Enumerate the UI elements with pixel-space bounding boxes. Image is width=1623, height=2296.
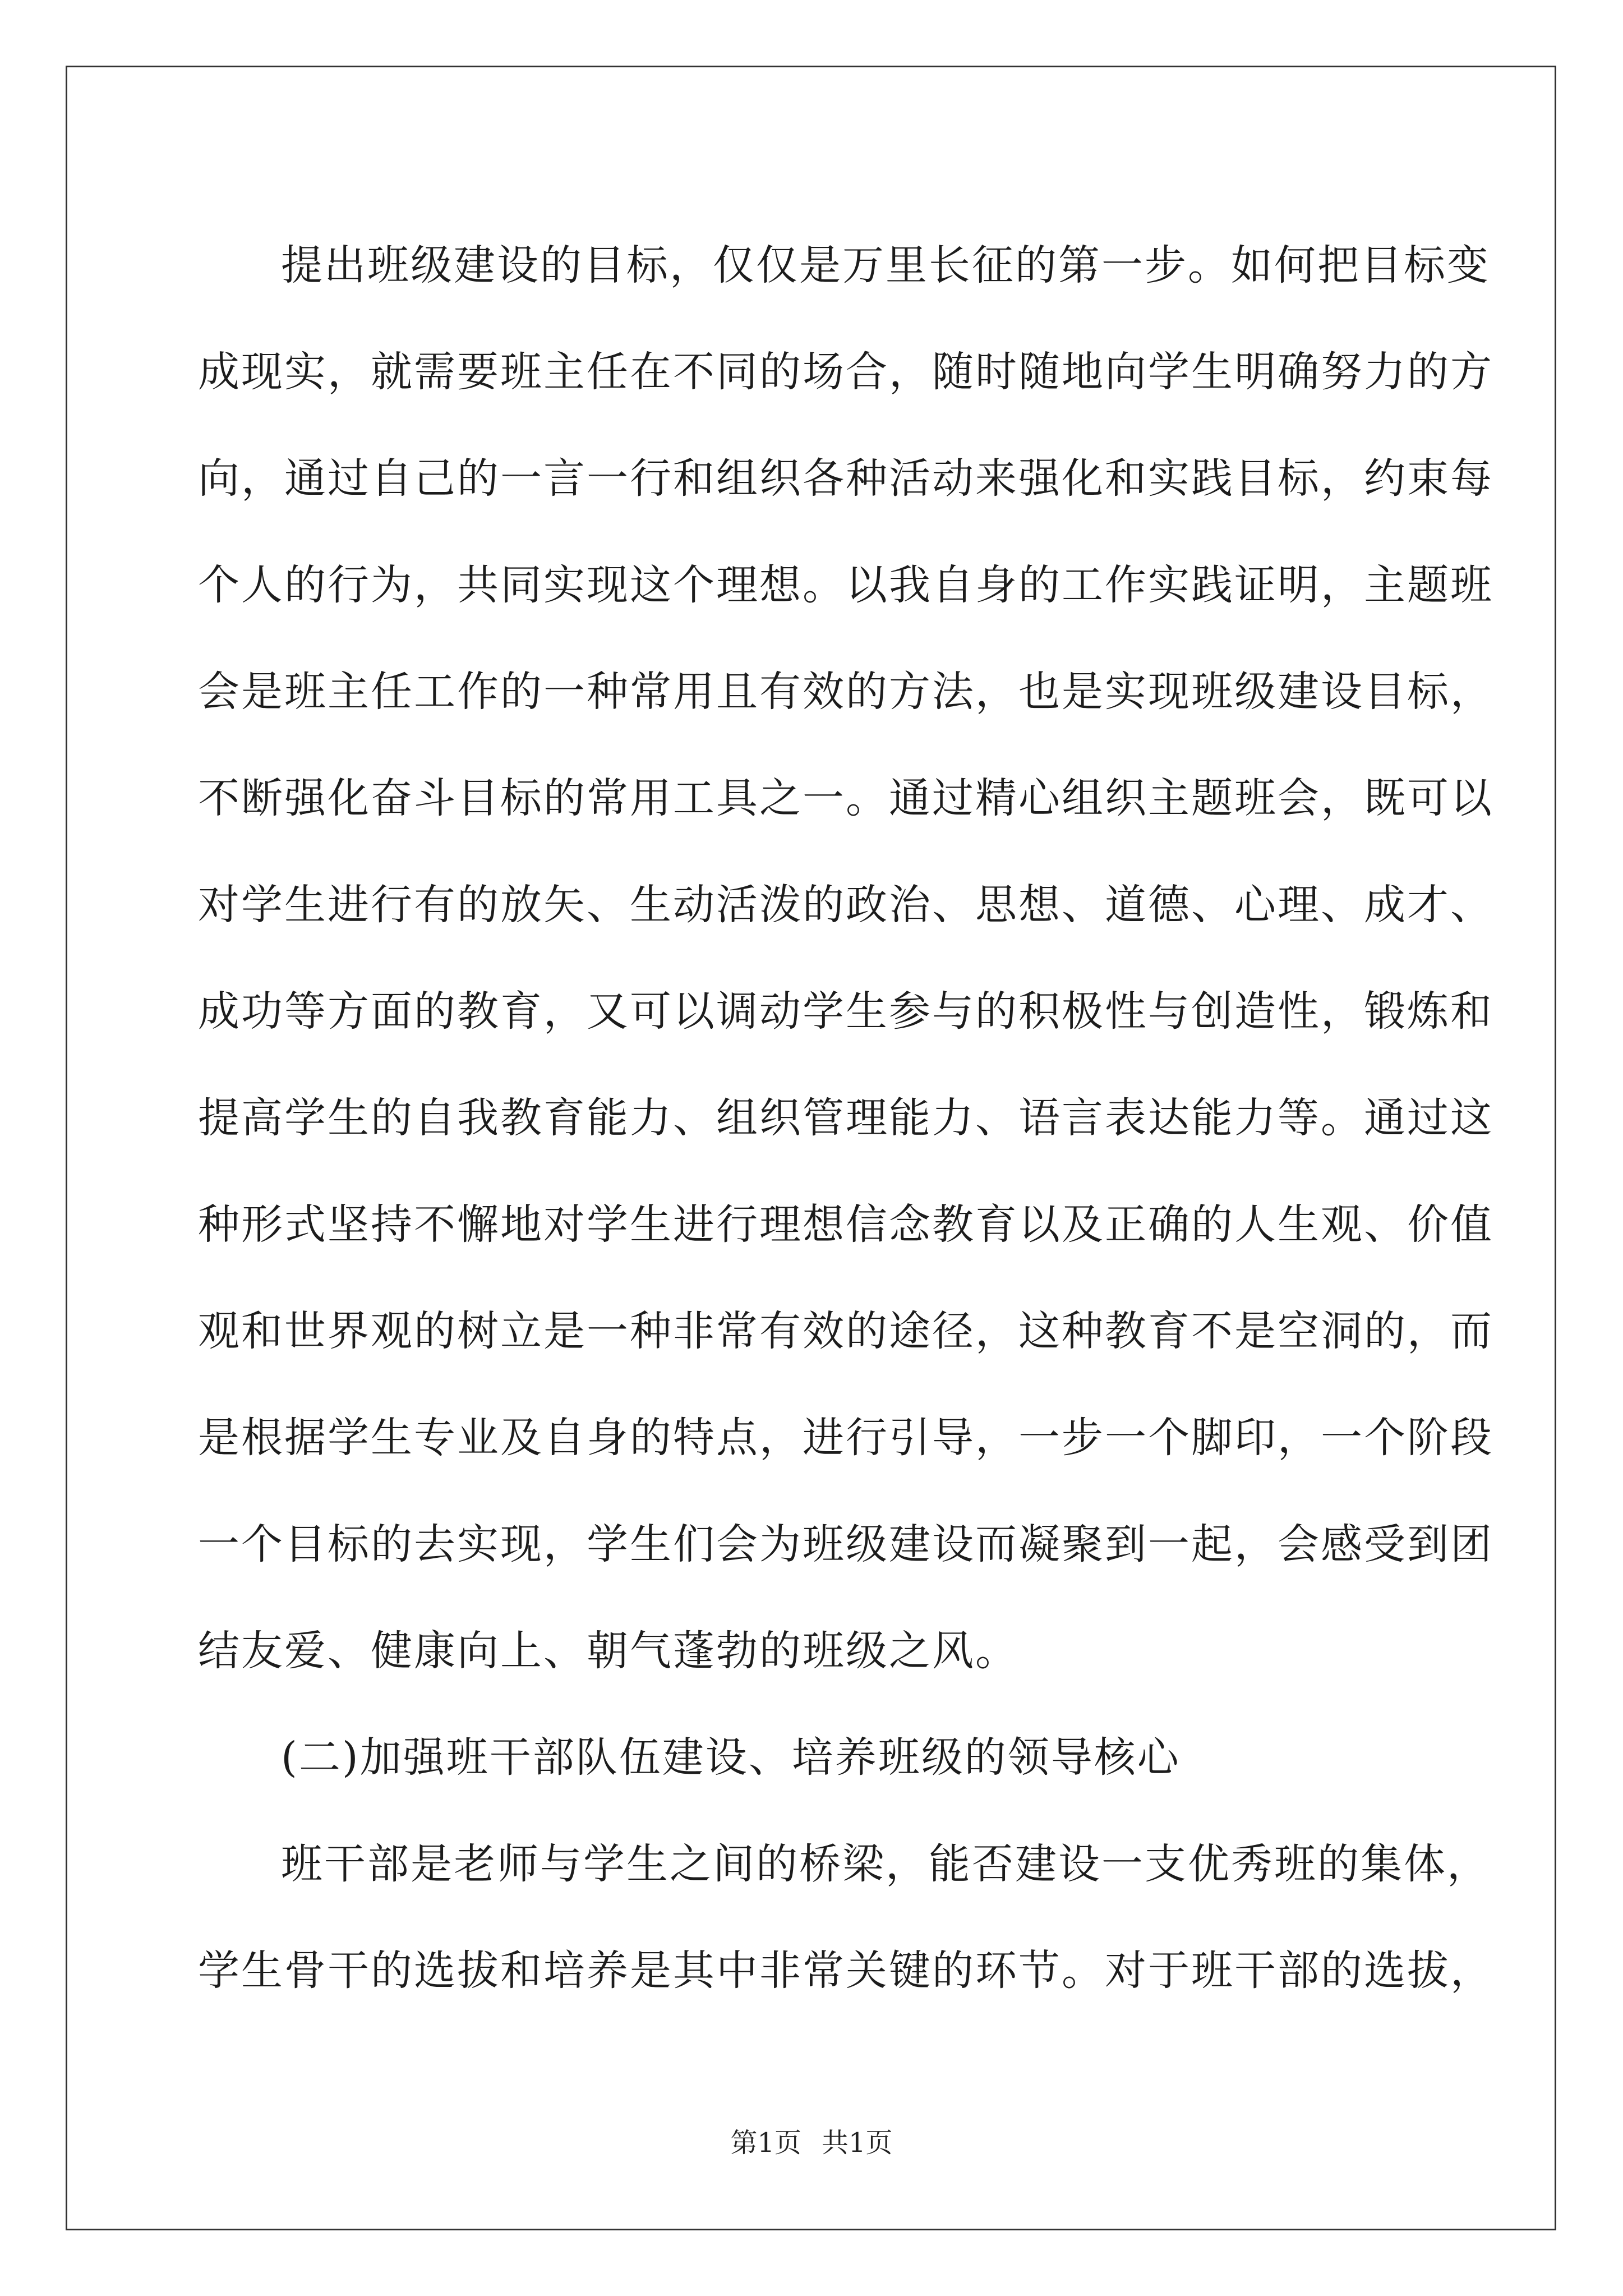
paragraph-1-line-9: 提高学生的自我教育能力、组织管理能力、语言表达能力等。通过这	[198, 1094, 1493, 1142]
paragraph-1-line-13: 一个目标的去实现，学生们会为班级建设而凝聚到一起，会感受到团	[198, 1520, 1493, 1568]
paragraph-1-line-4: 个人的行为，共同实现这个理想。以我自身的工作实践证明，主题班	[198, 561, 1493, 609]
paragraph-1-line-7: 对学生进行有的放矢、生动活泼的政治、思想、道德、心理、成才、	[198, 881, 1493, 929]
paragraph-2-line-1: 班干部是老师与学生之间的桥梁，能否建设一支优秀班的集体，	[281, 1840, 1490, 1888]
page-footer	[0, 2126, 1623, 2160]
paragraph-1-line-2: 成现实，就需要班主任在不同的场合，随时随地向学生明确努力的方	[198, 348, 1493, 396]
paragraph-1-line-8: 成功等方面的教育，又可以调动学生参与的积极性与创造性，锻炼和	[198, 987, 1493, 1036]
paragraph-1-line-5: 会是班主任工作的一种常用且有效的方法，也是实现班级建设目标，	[198, 668, 1493, 716]
paragraph-1-line-11: 观和世界观的树立是一种非常有效的途径，这种教育不是空洞的，而	[198, 1307, 1493, 1355]
paragraph-1-line-1: 提出班级建设的目标，仅仅是万里长征的第一步。如何把目标变	[281, 241, 1490, 289]
paragraph-2-line-2: 学生骨干的选拔和培养是其中非常关键的环节。对于班干部的选拔，	[198, 1947, 1493, 1995]
paragraph-1-line-10: 种形式坚持不懈地对学生进行理想信念教育以及正确的人生观、价值	[198, 1200, 1493, 1249]
document-body	[198, 212, 1493, 2024]
section-heading: (二)加强班干部队伍建设、培养班级的领导核心	[281, 1733, 1181, 1782]
paragraph-1-line-6: 不断强化奋斗目标的常用工具之一。通过精心组织主题班会，既可以	[198, 774, 1493, 822]
paragraph-1-line-14: 结友爱、健康向上、朝气蓬勃的班级之风。	[198, 1627, 1018, 1675]
paragraph-1-line-3: 向，通过自己的一言一行和组织各种活动来强化和实践目标，约束每	[198, 454, 1493, 503]
paragraph-1-line-12: 是根据学生专业及自身的特点，进行引导，一步一个脚印，一个阶段	[198, 1414, 1493, 1462]
page-number: 第1页	[730, 2127, 801, 2159]
page-total: 共1页	[822, 2127, 893, 2159]
